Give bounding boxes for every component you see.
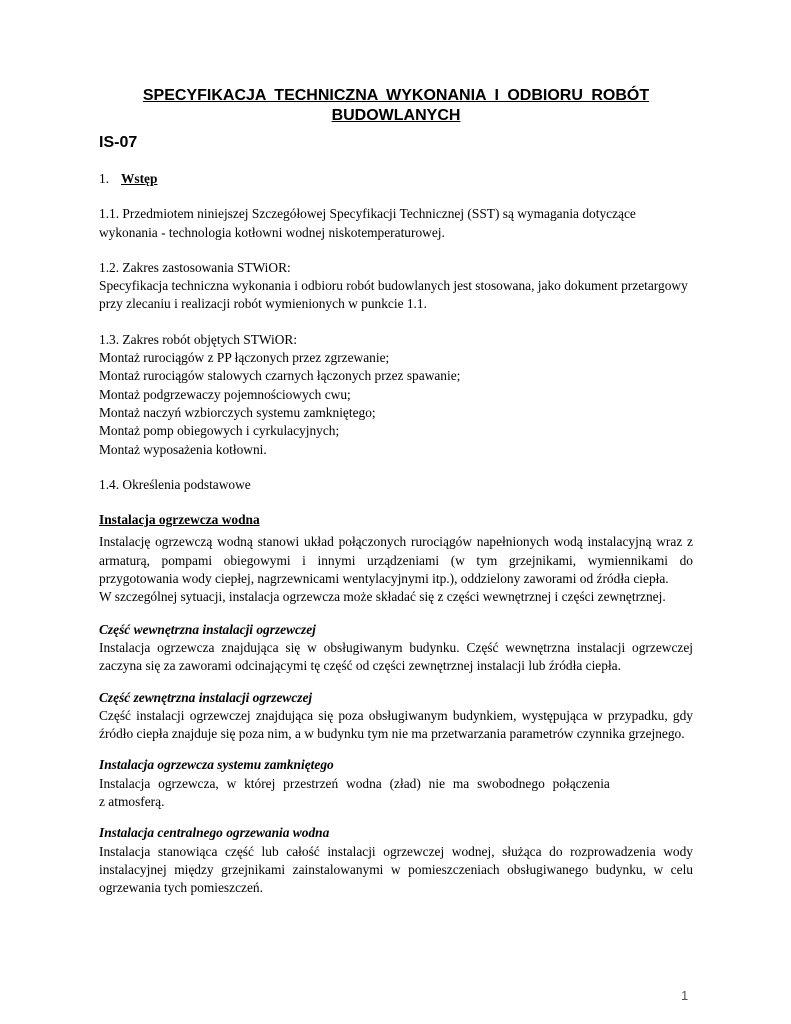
- list-item: Montaż podgrzewaczy pojemnościowych cwu;: [99, 386, 351, 402]
- section-install: [99, 511, 693, 606]
- external-heading: Część zewnętrzna instalacji ogrzewczej: [99, 689, 313, 705]
- closed-heading: Instalacja ogrzewcza systemu zamkniętego: [99, 757, 334, 773]
- list-item: Montaż pomp obiegowych i cyrkulacyjnych;: [99, 423, 340, 439]
- paragraph-1-4: 1.4. Określenia podstawowe: [99, 476, 251, 492]
- section-closed: [99, 756, 693, 811]
- list-item: Montaż rurociągów z PP łączonych przez zgrzewanie;: [99, 350, 390, 366]
- section-internal: [99, 621, 693, 676]
- install-text-2: W szczególnej sytuacji, instalacja ogrzewcza może składać się z części wewnętrznej i części zewnętrznej.: [99, 589, 666, 605]
- page-number: 1: [681, 988, 689, 1003]
- external-text: Część instalacji ogrzewczej znajdująca się poza obsługiwanym budynkiem, występująca w przypadku, gdy źródło ciepła znajduje się poza nim, a w budynku tym nie ma przetwarzania parametrów czynnika grzejnego.: [99, 707, 693, 742]
- paragraph-1-2: [99, 259, 693, 314]
- closed-line-2: z atmosferą.: [99, 794, 165, 810]
- list-item: Montaż naczyń wzbiorczych systemu zamkniętego;: [99, 404, 376, 420]
- paragraph-1-2-heading: 1.2. Zakres zastosowania STWiOR:: [99, 259, 291, 275]
- section-heading-intro: [99, 170, 693, 188]
- central-heading: Instalacja centralnego ogrzewania wodna: [99, 825, 330, 841]
- section-external: [99, 689, 693, 744]
- list-item: Montaż wyposażenia kotłowni.: [99, 441, 267, 457]
- internal-text: Instalacja ogrzewcza znajdująca się w obsługiwanym budynku. Część wewnętrzna instalacji ogrzewczej zaczyna się za zaworami odcinającymi tę część od części zewnętrznej instalacji lub źródła ciepła.: [99, 639, 693, 674]
- install-text-1: Instalację ogrzewczą wodną stanowi układ połączonych rurociągów napełnionych wodą instalacyjną wraz z armaturą, pompami obiegowymi i innymi urządzeniami (w tym grzejnikami, wymiennikami do przygotowania wody ciepłej, nagrzewnicami wentylacyjnymi itp.), oddzielony zaworami od źródła ciepła.: [99, 534, 693, 587]
- central-text: Instalacja stanowiąca część lub całość instalacji ogrzewczej wodnej, służąca do rozprowadzenia wody instalacyjnej między grzejnikami zainstalowanymi w pomieszczeniach obsługiwanego budynku, w celu ogrzewania tych pomieszczeń.: [99, 843, 693, 896]
- paragraph-1-3: [99, 331, 693, 459]
- install-heading: Instalacja ogrzewcza wodna: [99, 512, 260, 528]
- paragraph-1-3-heading: 1.3. Zakres robót objętych STWiOR:: [99, 331, 298, 347]
- internal-heading: Część wewnętrzna instalacji ogrzewczej: [99, 621, 316, 637]
- document-page: [99, 86, 693, 898]
- document-code: IS-07: [99, 134, 138, 151]
- closed-line-1: Instalacja ogrzewcza, w której przestrzeń wodna (zład) nie ma swobodnego połączenia: [99, 775, 610, 791]
- paragraph-1-1: 1.1. Przedmiotem niniejszej Szczegółowej Specyfikacji Technicznej (SST) są wymagania dotyczące wykonania - technologia kotłowni wodnej niskotemperaturowej.: [99, 206, 636, 240]
- section-central: [99, 824, 693, 897]
- section-number: 1.: [99, 171, 110, 186]
- document-title: SPECYFIKACJA TECHNICZNA WYKONANIA I ODBIORU ROBÓT BUDOWLANYCH: [142, 87, 650, 124]
- list-item: Montaż rurociągów stalowych czarnych łączonych przez spawanie;: [99, 368, 461, 384]
- section-title: Wstęp: [121, 171, 158, 186]
- paragraph-1-2-text: Specyfikacja techniczna wykonania i odbioru robót budowlanych jest stosowana, jako dokument przetargowy przy zlecaniu i realizacji robót wymienionych w punkcie 1.1.: [99, 278, 688, 312]
